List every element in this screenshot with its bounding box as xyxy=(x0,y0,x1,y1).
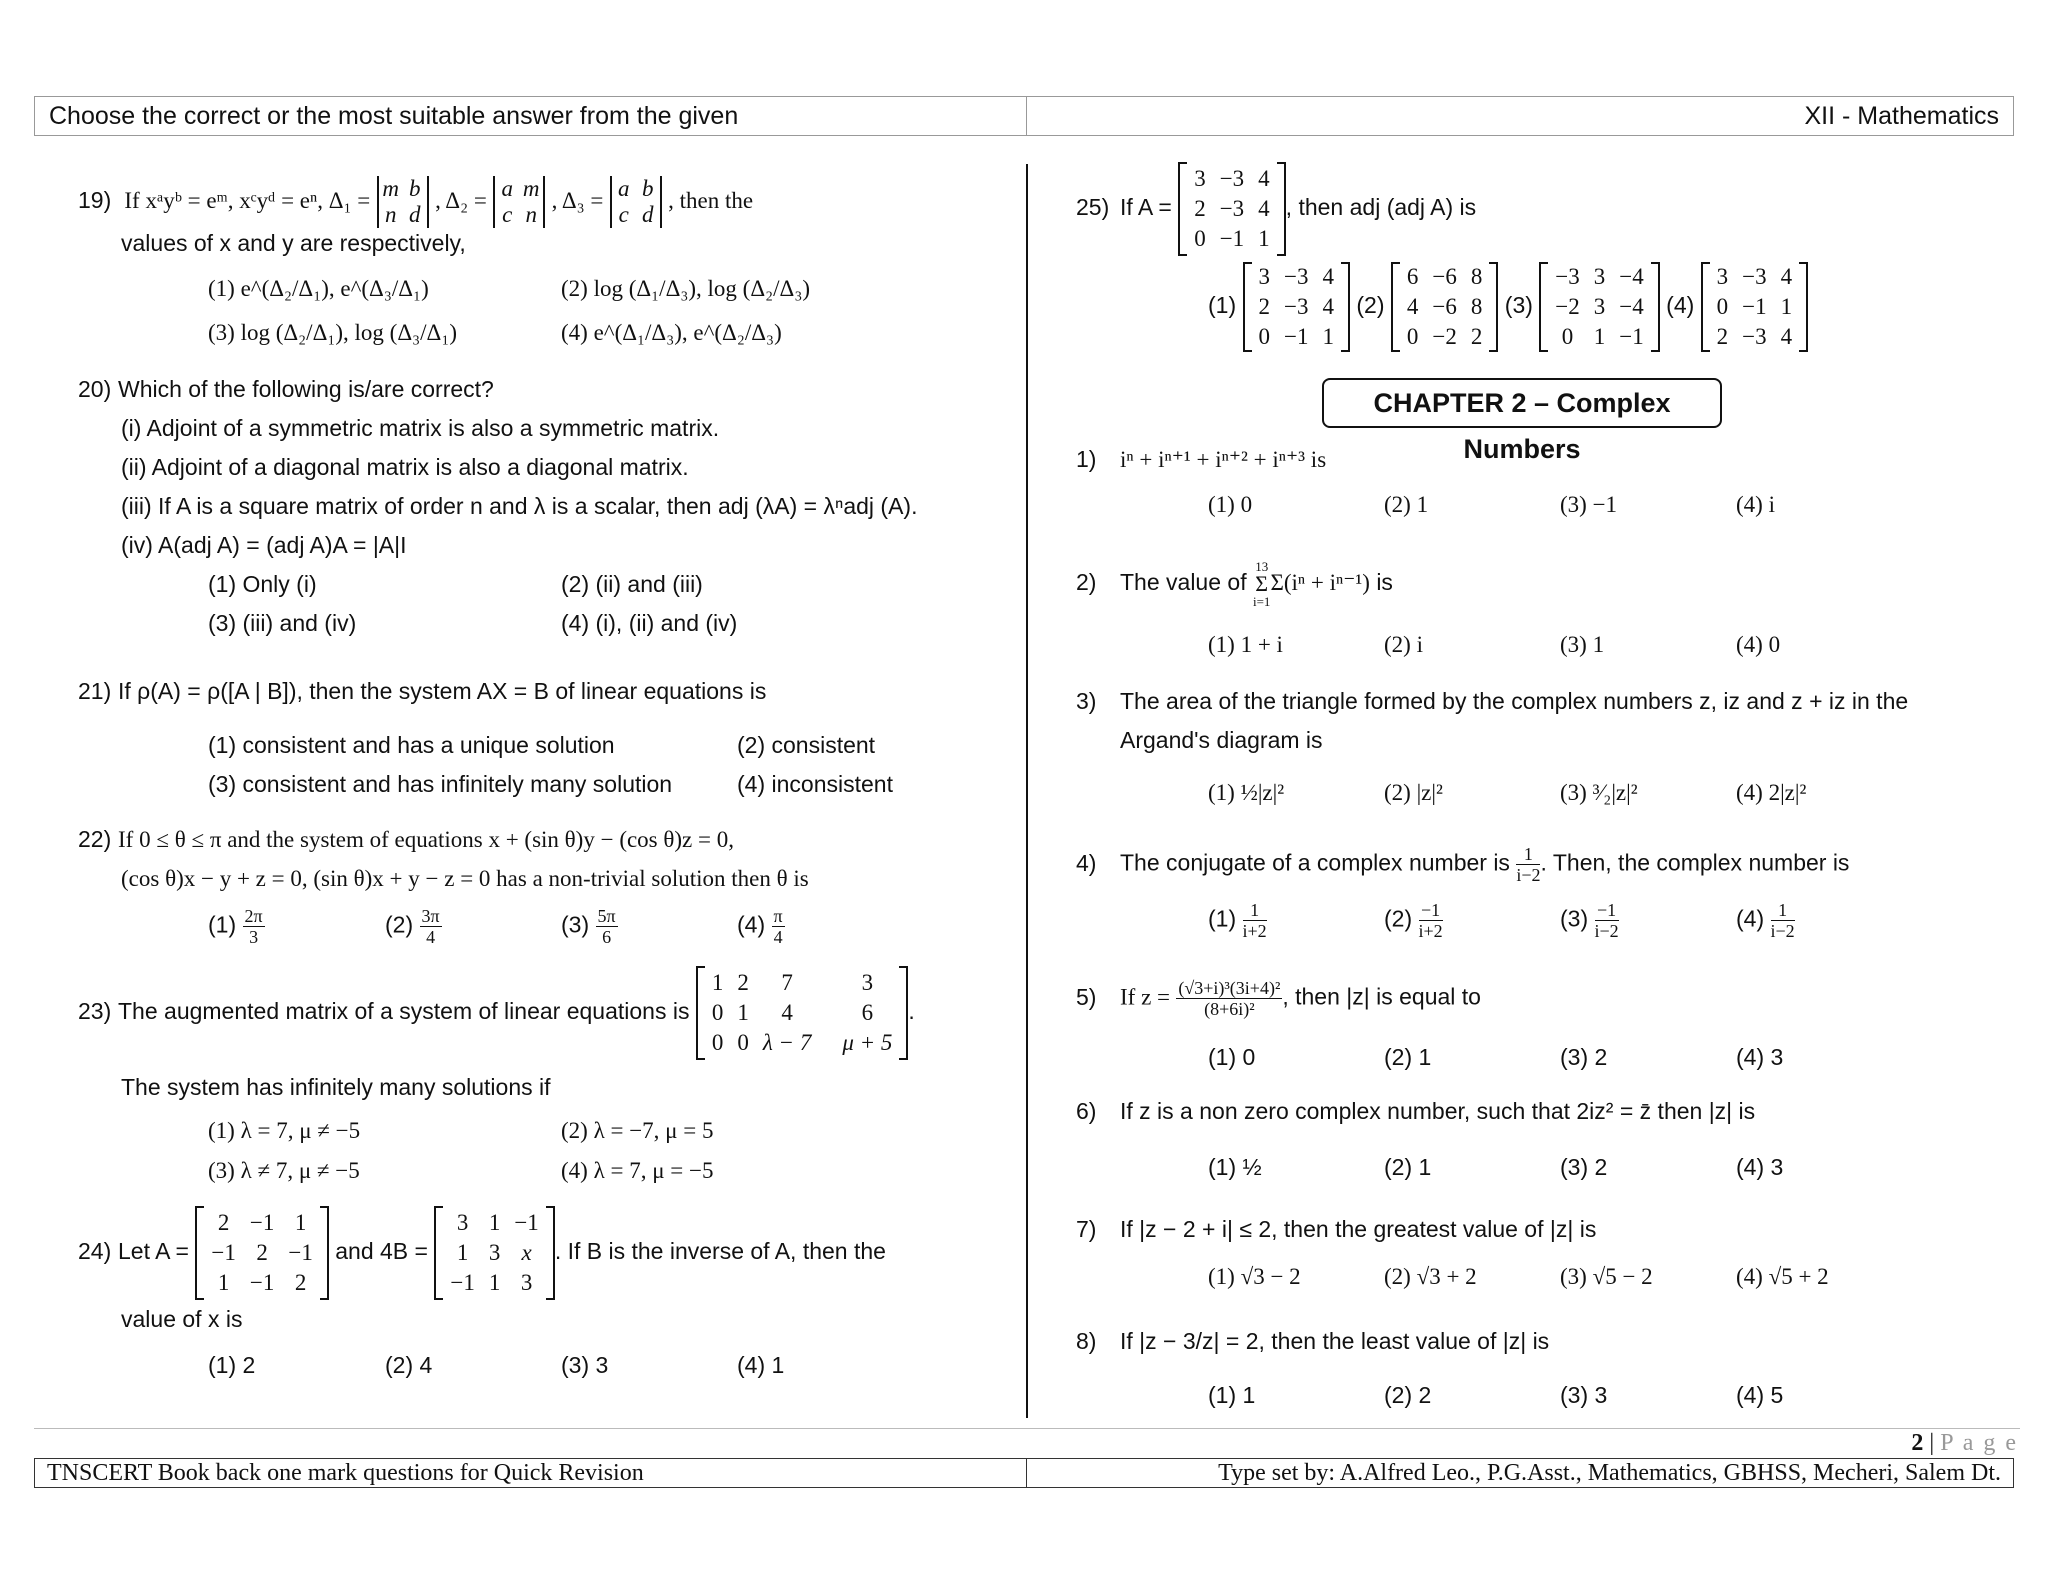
option-2[interactable]: (2) λ = −7, μ = 5 xyxy=(561,1118,714,1143)
option-2[interactable]: (2) √3 + 2 xyxy=(1384,1264,1477,1289)
option-3[interactable]: (3) −1 xyxy=(1560,492,1618,517)
question-text: (cos θ)x − y + z = 0, (sin θ)x + y − z = 0 has a non-trivial solution then θ is xyxy=(121,866,809,891)
option-1[interactable]: (1) $\frac{2\pi}{3}$ xyxy=(208,906,263,947)
question-text: The system has infinitely many solutions if xyxy=(121,1074,551,1100)
option-1[interactable]: (1) 1 xyxy=(1208,1382,1256,1408)
footer-left: TNSCERT Book back one mark questions for Quick Revision xyxy=(34,1458,1027,1488)
option-2[interactable]: (2) (ii) and (iii) xyxy=(561,571,703,597)
matrix-4b: 3 1 −1 1 3 x −1 1 3 xyxy=(450,1210,539,1295)
question-23: 23) The augmented matrix of a system of linear equations is 1 2 7 3 0 1 4 6 0 0 λ − 7 μ + 5. xyxy=(78,966,915,1060)
options-q25 xyxy=(1208,262,1808,352)
statement-iv: (iv) A(adj A) = (adj A)A = |A|I xyxy=(121,532,407,558)
augmented-matrix: 1 2 7 3 0 1 4 6 0 0 λ − 7 μ + 5 xyxy=(711,970,893,1055)
option-2[interactable]: (2) 4 xyxy=(385,1352,433,1378)
option-4[interactable]: (4) 3 xyxy=(1736,1044,1784,1070)
option-2[interactable]: (2) 6 −6 8 4 −6 8 0 −2 2 xyxy=(1356,292,1498,318)
option-3[interactable]: (3) 3 xyxy=(561,1352,609,1378)
option-2[interactable]: (2) $\frac{3\pi}{4}$ xyxy=(385,906,440,947)
question-number: 25) xyxy=(1076,194,1110,221)
question-text: If ρ(A) = ρ([A | B]), then the system AX = B of linear equations is xyxy=(118,678,767,704)
option-4[interactable]: (4) 5 xyxy=(1736,1382,1784,1408)
option-3[interactable]: (3) 1 xyxy=(1560,632,1605,657)
option-3[interactable]: (3) log (Δ₂/Δ₁), log (Δ₃/Δ₁) xyxy=(208,320,458,345)
option-2[interactable]: (2) log (Δ₁/Δ₃), log (Δ₂/Δ₃) xyxy=(561,276,811,301)
option-1[interactable]: (1) Only (i) xyxy=(208,571,317,597)
matrix-a: 3 −3 4 2 −3 4 0 −1 1 xyxy=(1194,166,1270,251)
question-text: iⁿ + iⁿ⁺¹ + iⁿ⁺² + iⁿ⁺³ is xyxy=(1120,447,1327,472)
header-left: Choose the correct or the most suitable answer from the given xyxy=(34,96,1027,136)
column-divider xyxy=(1026,164,1028,1418)
question-number: 4) xyxy=(1076,849,1097,876)
option-1[interactable]: (1) $\frac{1}{i+2}$ xyxy=(1208,900,1267,941)
option-3[interactable]: (3) $\frac{5\pi}{6}$ xyxy=(561,906,616,947)
option-4[interactable]: (4) $\frac{\pi}{4}$ xyxy=(737,906,783,947)
complex-question-8 xyxy=(1076,1328,1549,1355)
option-1[interactable]: (1) 2 xyxy=(208,1352,256,1378)
question-text: If 0 ≤ θ ≤ π and the system of equations x + (sin θ)y − (cos θ)z = 0, xyxy=(118,827,734,852)
question-text: If xᵃyᵇ = eᵐ, xᶜyᵈ = eⁿ, Δ₁ = xyxy=(124,188,371,214)
footer-rule xyxy=(34,1428,2020,1429)
complex-question-2: 2) The value of 13 Σ i=1 Σ(iⁿ + iⁿ⁻¹) is xyxy=(1076,559,1393,609)
question-25: 25) If A = 3 −3 4 2 −3 4 0 −1 1, then adj (adj A) is xyxy=(1076,162,1476,256)
option-1[interactable]: (1) 0 xyxy=(1208,492,1253,517)
footer-right: Type set by: A.Alfred Leo., P.G.Asst., Mathematics, GBHSS, Mecheri, Salem Dt. xyxy=(1026,1458,2014,1488)
option-4[interactable]: (4) 3 −3 4 0 −1 1 2 −3 4 xyxy=(1666,292,1808,318)
option-4[interactable]: (4) λ = 7, μ = −5 xyxy=(561,1158,714,1183)
question-number: 24) xyxy=(78,1238,112,1265)
option-3[interactable]: (3) 2 xyxy=(1560,1044,1608,1070)
determinant-delta1: m b n d xyxy=(377,176,429,228)
option-2[interactable]: (2) 1 xyxy=(1384,1154,1432,1180)
question-text: Which of the following is/are correct? xyxy=(118,376,494,402)
option-4[interactable]: (4) inconsistent xyxy=(737,771,893,797)
question-number: 5) xyxy=(1076,983,1097,1010)
fraction: $\frac{1}{i-2}$ xyxy=(1516,844,1541,885)
option-4[interactable]: (4) i xyxy=(1736,492,1775,517)
determinant-delta3: a b c d xyxy=(610,176,662,228)
question-number: 20) xyxy=(78,376,112,402)
question-21 xyxy=(78,678,766,705)
question-22 xyxy=(78,826,734,853)
matrix-a: 2 −1 1 −1 2 −1 1 −1 2 xyxy=(211,1210,313,1295)
chapter-title: CHAPTER 2 – Complex Numbers xyxy=(1322,378,1722,428)
option-4[interactable]: (4) e^(Δ₁/Δ₃), e^(Δ₂/Δ₃) xyxy=(561,320,782,345)
option-2[interactable]: (2) i xyxy=(1384,632,1423,657)
complex-question-3 xyxy=(1076,688,1908,715)
option-1[interactable]: (1) e^(Δ₂/Δ₁), e^(Δ₃/Δ₁) xyxy=(208,276,429,301)
option-3[interactable]: (3) 3 xyxy=(1560,1382,1608,1408)
complex-question-1 xyxy=(1076,446,1326,473)
question-24: 24) Let A = 2 −1 1 −1 2 −1 1 −1 2 and 4B = 3 1 −1 1 3 x −1 1 3. If B is the inverse of A, then the xyxy=(78,1206,886,1300)
option-3[interactable]: (3) consistent and has infinitely many solution xyxy=(208,771,673,797)
option-1[interactable]: (1) ½|z|² xyxy=(1208,780,1285,805)
option-4[interactable]: (4) 1 xyxy=(737,1352,785,1378)
option-3[interactable]: (3) ³⁄₂|z|² xyxy=(1560,780,1638,805)
statement-ii: (ii) Adjoint of a diagonal matrix is also a diagonal matrix. xyxy=(121,454,689,480)
option-1[interactable]: (1) 3 −3 4 2 −3 4 0 −1 1 xyxy=(1208,292,1350,318)
statement-iii: (iii) If A is a square matrix of order n and λ is a scalar, then adj (λA) = λⁿadj (A). xyxy=(121,493,918,519)
question-number: 1) xyxy=(1076,446,1097,472)
option-4[interactable]: (4) 0 xyxy=(1736,632,1781,657)
complex-question-4: 4) The conjugate of a complex number is $\frac{1}{i-2}$ . Then, the complex number is xyxy=(1076,844,1850,885)
determinant-delta2: a m c n xyxy=(493,176,545,228)
question-number: 19) xyxy=(78,187,112,214)
option-2[interactable]: (2) 1 xyxy=(1384,492,1429,517)
question-text: The area of the triangle formed by the complex numbers z, iz and z + iz in the xyxy=(1120,688,1909,714)
summation: 13 Σ i=1 xyxy=(1252,559,1271,609)
option-2[interactable]: (2) consistent xyxy=(737,732,876,758)
question-text: The augmented matrix of a system of linear equations is xyxy=(118,998,690,1025)
question-text: If z is a non zero complex number, such that 2iz² = z̄ then |z| is xyxy=(1120,1098,1756,1124)
question-number: 23) xyxy=(78,998,112,1025)
question-number: 7) xyxy=(1076,1216,1097,1242)
option-3[interactable]: (3) λ ≠ 7, μ ≠ −5 xyxy=(208,1158,360,1183)
option-4[interactable]: (4) √5 + 2 xyxy=(1736,1264,1829,1289)
option-1[interactable]: (1) ½ xyxy=(1208,1154,1262,1180)
question-number: 6) xyxy=(1076,1098,1097,1124)
question-number: 8) xyxy=(1076,1328,1097,1354)
question-20 xyxy=(78,376,494,403)
option-4[interactable]: (4) 2|z|² xyxy=(1736,780,1807,805)
header-right: XII - Mathematics xyxy=(1026,96,2014,136)
question-text: Argand's diagram is xyxy=(1120,727,1323,753)
question-number: 2) xyxy=(1076,569,1097,596)
fraction: $\frac{\text{(√3+i)³(3i+4)²}}{\text{(8+6i)²}}$ xyxy=(1178,978,1281,1019)
option-4[interactable]: (4) 3 xyxy=(1736,1154,1784,1180)
option-4[interactable]: (4) $\frac{1}{i-2}$ xyxy=(1736,900,1795,941)
option-1[interactable]: (1) 0 xyxy=(1208,1044,1256,1070)
complex-question-6 xyxy=(1076,1098,1755,1125)
option-3[interactable]: (3) (iii) and (iv) xyxy=(208,610,357,636)
option-2[interactable]: (2) 2 xyxy=(1384,1382,1432,1408)
option-2[interactable]: (2) $\frac{-1}{i+2}$ xyxy=(1384,900,1443,941)
option-4[interactable]: (4) (i), (ii) and (iv) xyxy=(561,610,738,636)
option-1[interactable]: (1) consistent and has a unique solution xyxy=(208,732,615,758)
complex-question-5: 5) If z = $\frac{\text{(√3+i)³(3i+4)²}}{\text{(8+6i)²}}$ , then |z| is equal to xyxy=(1076,978,1481,1019)
statement-i: (i) Adjoint of a symmetric matrix is also a symmetric matrix. xyxy=(121,415,720,441)
option-2[interactable]: (2) 1 xyxy=(1384,1044,1432,1070)
question-number: 22) xyxy=(78,826,112,852)
question-text: If |z − 3/z| = 2, then the least value of |z| is xyxy=(1120,1328,1550,1354)
option-3[interactable]: (3) √5 − 2 xyxy=(1560,1264,1653,1289)
option-2[interactable]: (2) |z|² xyxy=(1384,780,1443,805)
question-text: value of x is xyxy=(121,1306,243,1332)
question-number: 21) xyxy=(78,678,112,704)
option-1[interactable]: (1) 1 + i xyxy=(1208,632,1283,657)
question-19: 19) If xᵃyᵇ = eᵐ, xᶜyᵈ = eⁿ, Δ₁ = m b n d , Δ₂ = a m c n , Δ₃ = a b c d , then the xyxy=(78,176,754,227)
option-3[interactable]: (3) $\frac{-1}{i-2}$ xyxy=(1560,900,1619,941)
option-3[interactable]: (3) 2 xyxy=(1560,1154,1608,1180)
complex-question-7 xyxy=(1076,1216,1596,1243)
page-number: 2 | P a g e xyxy=(1911,1430,2018,1456)
option-1[interactable]: (1) λ = 7, μ ≠ −5 xyxy=(208,1118,361,1143)
question-text: If |z − 2 + i| ≤ 2, then the greatest value of |z| is xyxy=(1120,1216,1597,1242)
option-3[interactable]: (3) −3 3 −4 −2 3 −4 0 1 −1 xyxy=(1505,292,1660,318)
question-number: 3) xyxy=(1076,688,1097,714)
option-1[interactable]: (1) √3 − 2 xyxy=(1208,1264,1301,1289)
question-text: values of x and y are respectively, xyxy=(121,230,466,256)
